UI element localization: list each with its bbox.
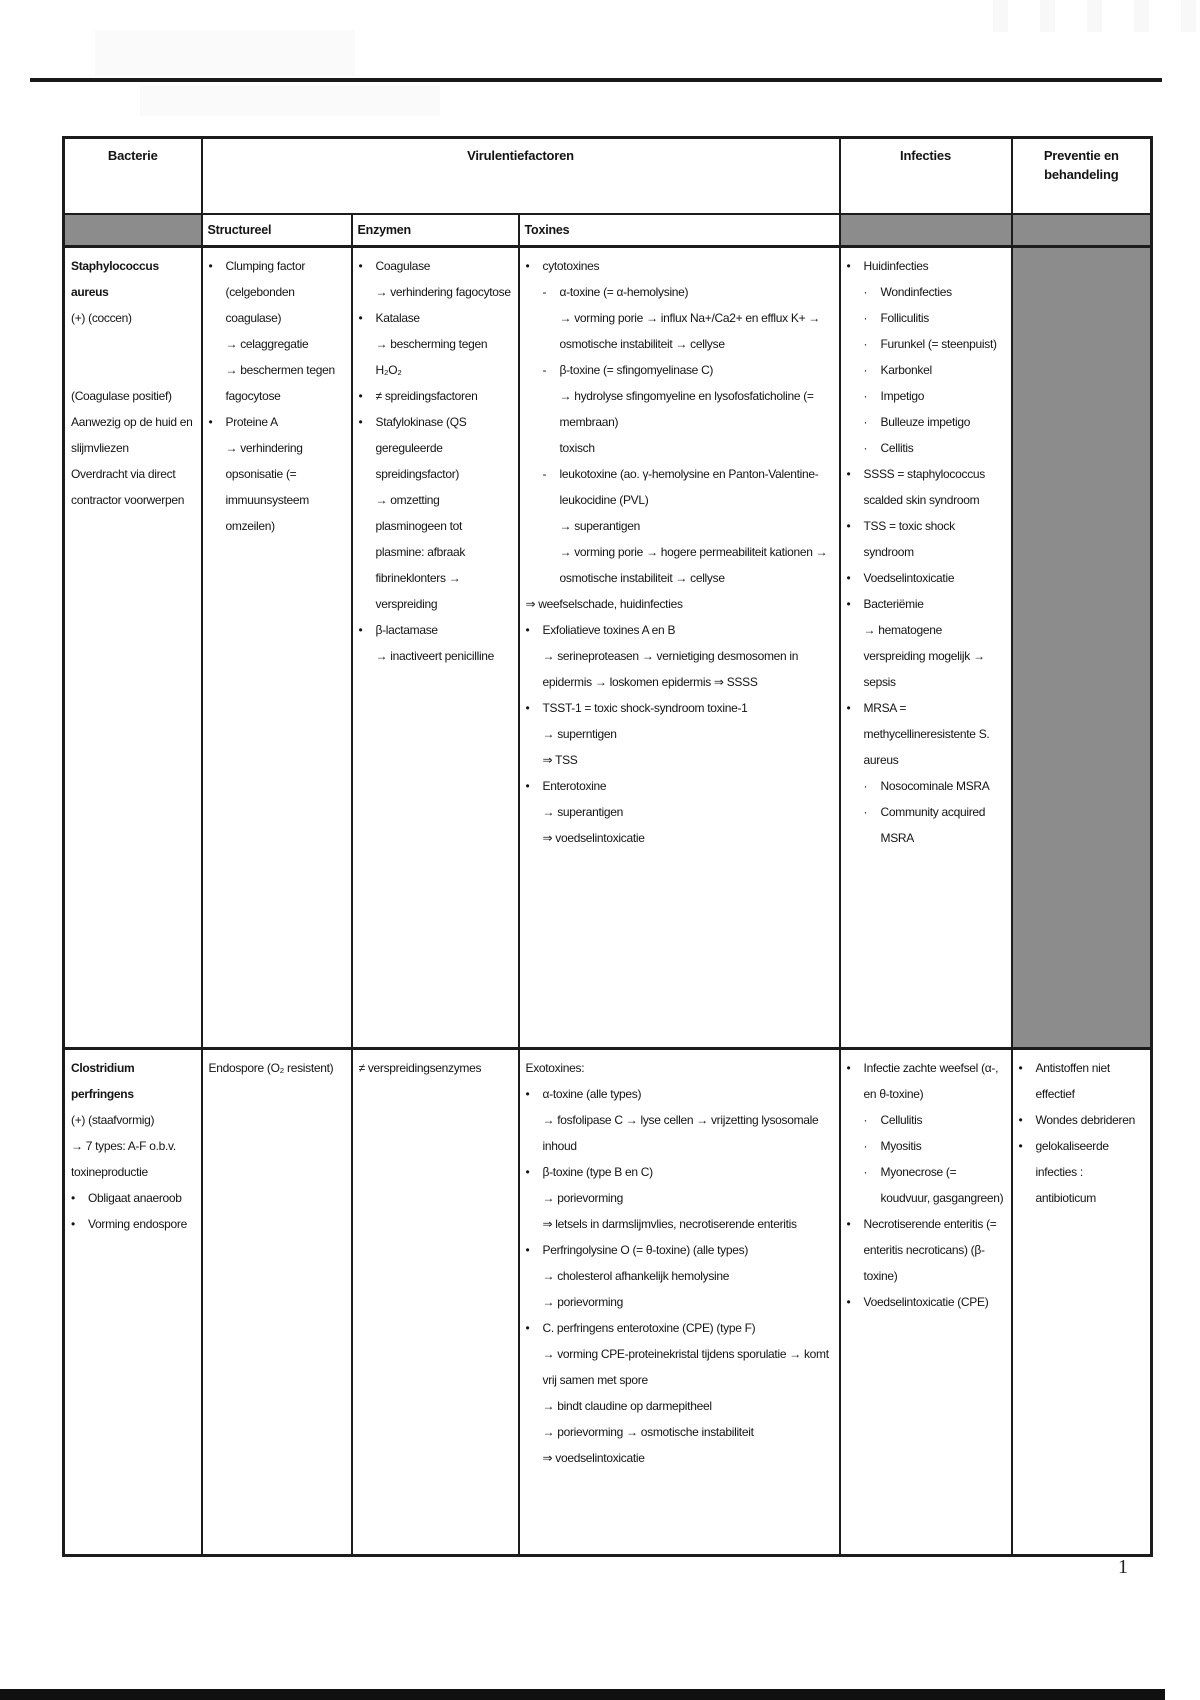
cell-line xyxy=(209,331,345,357)
watermark-block xyxy=(140,86,440,116)
cell-staph-preventie xyxy=(1012,247,1152,1049)
cell-line xyxy=(526,1263,833,1289)
dash-marker: · xyxy=(863,415,868,429)
cell-line xyxy=(526,1237,833,1263)
cell-line-text: β-toxine (= sfingomyelinase C) xyxy=(559,363,714,377)
cell-staph-infecties xyxy=(840,247,1012,1049)
cell-line xyxy=(71,1107,195,1133)
dash-marker: · xyxy=(863,337,868,351)
cell-line-text: C. perfringens enterotoxine (CPE) (type F) xyxy=(542,1321,756,1335)
cell-line xyxy=(526,1107,833,1159)
watermark-block xyxy=(993,0,1200,32)
cell-line xyxy=(359,617,512,643)
cell-line xyxy=(526,1185,833,1211)
cell-line xyxy=(526,279,833,305)
table-row-staphylococcus xyxy=(64,247,1152,1049)
cell-clostr-preventie xyxy=(1012,1049,1152,1556)
cell-line xyxy=(847,357,1005,383)
cell-line-text: ⇒ letsels in darmslijmvlies, necrotiserende enteritis xyxy=(542,1217,797,1231)
dash-marker: - xyxy=(542,285,547,299)
bullet-marker: • xyxy=(525,701,530,715)
bullet-marker: • xyxy=(358,415,363,429)
bullet-marker: • xyxy=(358,311,363,325)
cell-staph-structureel xyxy=(202,247,352,1049)
cell-line xyxy=(71,1185,195,1211)
cell-line-text: Endospore (O₂ resistent) xyxy=(208,1061,334,1075)
cell-line xyxy=(526,1211,833,1237)
watermark-block xyxy=(95,30,355,76)
cell-line xyxy=(359,1055,512,1081)
cell-line xyxy=(359,279,512,305)
cell-line xyxy=(526,305,833,357)
cell-line-text: Bacteriëmie xyxy=(863,597,924,611)
cell-line-text: → beschermen tegen fagocytose xyxy=(225,363,335,403)
cell-line xyxy=(847,1107,1005,1133)
subheader-enzymen: Enzymen xyxy=(352,214,519,247)
header-row xyxy=(64,138,1152,215)
cell-line-text: (Coagulase positief) xyxy=(71,389,172,403)
cell-line-text: Necrotiserende enteritis (= enteritis necroticans) (β-toxine) xyxy=(863,1217,997,1283)
cell-line-text: α-toxine (= α-hemolysine) xyxy=(559,285,689,299)
cell-line-text: ⇒ weefselschade, huidinfecties xyxy=(525,597,683,611)
cell-clostr-toxines xyxy=(519,1049,840,1556)
cell-line xyxy=(847,1289,1005,1315)
cell-line-text: → verhindering fagocytose xyxy=(375,285,511,299)
cell-line-text: → 7 types: A-F o.b.v. toxineproductie xyxy=(71,1139,176,1179)
cell-line xyxy=(359,331,512,383)
cell-line-text: Enterotoxine xyxy=(542,779,607,793)
cell-line-text: → vorming porie → influx Na+/Ca2+ en efflux K+ → osmotische instabiliteit → cellyse xyxy=(559,311,821,351)
bullet-marker: • xyxy=(846,259,851,273)
cell-line xyxy=(847,409,1005,435)
cell-staph-enzymen xyxy=(352,247,519,1049)
bullet-marker: • xyxy=(846,519,851,533)
cell-staph-toxines xyxy=(519,247,840,1049)
cell-line-text: α-toxine (alle types) xyxy=(542,1087,642,1101)
cell-line xyxy=(1019,1055,1145,1107)
cell-line-text: → vorming porie → hogere permeabiliteit kationen → osmotische instabiliteit → cellyse xyxy=(559,545,828,585)
cell-line xyxy=(526,773,833,799)
cell-line-text: → omzetting plasminogeen tot plasmine: afbraak fibrineklonters → verspreiding xyxy=(375,493,466,611)
cell-line xyxy=(526,1055,833,1081)
cell-line xyxy=(526,1159,833,1185)
cell-line xyxy=(359,383,512,409)
subheader-infecties-shaded xyxy=(840,214,1012,247)
cell-line-text: Bulleuze impetigo xyxy=(880,415,971,429)
cell-line-text: Myonecrose (= koudvuur, gasgangreen) xyxy=(880,1165,1004,1205)
cell-line xyxy=(847,565,1005,591)
cell-line xyxy=(71,331,195,357)
cell-line-text: (+) (coccen) xyxy=(71,311,132,325)
cell-line xyxy=(526,1393,833,1419)
dash-marker: · xyxy=(863,311,868,325)
cell-line xyxy=(847,1211,1005,1289)
cell-line xyxy=(209,253,345,331)
cell-line-text: Antistoffen niet effectief xyxy=(1035,1061,1110,1101)
cell-line-text: → celaggregatie xyxy=(225,337,309,351)
cell-line xyxy=(847,253,1005,279)
cell-line-text: Overdracht via direct contractor voorwerpen xyxy=(71,467,185,507)
cell-line-text: Exotoxines: xyxy=(525,1061,585,1075)
cell-line xyxy=(209,1055,345,1081)
cell-line-text: Staphylococcus aureus xyxy=(71,259,159,299)
cell-line-text: ≠ verspreidingsenzymes xyxy=(358,1061,482,1075)
subheader-preventie-shaded xyxy=(1012,214,1152,247)
bullet-marker: • xyxy=(525,623,530,637)
bullet-marker: • xyxy=(208,415,213,429)
cell-line xyxy=(71,1055,195,1107)
bullet-marker: • xyxy=(846,1217,851,1231)
bullet-marker: • xyxy=(525,259,530,273)
cell-line xyxy=(359,409,512,487)
cell-line-text: → superantigen xyxy=(559,519,641,533)
dash-marker: · xyxy=(863,363,868,377)
cell-line-text: TSST-1 = toxic shock-syndroom toxine-1 xyxy=(542,701,748,715)
cell-line xyxy=(526,513,833,539)
cell-line-text: → vorming CPE-proteinekristal tijdens sporulatie → komt vrij samen met spore xyxy=(542,1347,829,1387)
cell-line xyxy=(526,539,833,591)
cell-line-text: Nosocominale MSRA xyxy=(880,779,990,793)
bullet-marker: • xyxy=(846,467,851,481)
cell-line xyxy=(847,799,1005,851)
dash-marker: · xyxy=(863,805,868,819)
cell-line-text: → porievorming → osmotische instabiliteit xyxy=(542,1425,754,1439)
bullet-marker: • xyxy=(525,1321,530,1335)
bullet-marker: • xyxy=(846,571,851,585)
cell-line-text: SSSS = staphylococcus scalded skin syndroom xyxy=(863,467,985,507)
cell-line-text xyxy=(71,363,74,377)
header-infecties: Infecties xyxy=(840,138,1012,215)
cell-line-text: → bindt claudine op darmepitheel xyxy=(542,1399,712,1413)
bullet-marker: • xyxy=(1018,1139,1023,1153)
cell-line-text: Wondes debrideren xyxy=(1035,1113,1135,1127)
cell-line xyxy=(847,1055,1005,1107)
cell-line xyxy=(526,695,833,721)
bullet-marker: • xyxy=(525,779,530,793)
cell-line-text: toxisch xyxy=(559,441,595,455)
cell-line xyxy=(526,747,833,773)
cell-clostr-enzymen xyxy=(352,1049,519,1556)
cell-clostr-infecties xyxy=(840,1049,1012,1556)
cell-line-text: → serineproteasen → vernietiging desmosomen in epidermis → loskomen epidermis ⇒ SSSS xyxy=(542,649,799,689)
cell-line xyxy=(71,1133,195,1185)
bullet-marker: • xyxy=(846,1061,851,1075)
cell-line-text: Karbonkel xyxy=(880,363,932,377)
bullet-marker: • xyxy=(1018,1061,1023,1075)
cell-line-text: Voedselintoxicatie (CPE) xyxy=(863,1295,989,1309)
cell-line-text: Clostridium perfringens xyxy=(71,1061,135,1101)
cell-line xyxy=(526,617,833,643)
cell-line-text: Coagulase xyxy=(375,259,431,273)
bullet-marker: • xyxy=(846,597,851,611)
cell-line-text: Huidinfecties xyxy=(863,259,929,273)
cell-line-text: Voedselintoxicatie xyxy=(863,571,955,585)
cell-line xyxy=(526,1419,833,1445)
cell-line-text: β-toxine (type B en C) xyxy=(542,1165,653,1179)
cell-line-text: → bescherming tegen H₂O₂ xyxy=(375,337,488,377)
header-preventie: Preventie en behandeling xyxy=(1012,138,1152,215)
cell-line xyxy=(847,435,1005,461)
cell-line xyxy=(1019,1107,1145,1133)
cell-line xyxy=(526,1341,833,1393)
dash-marker: · xyxy=(863,1113,868,1127)
cell-line-text: → superntigen xyxy=(542,727,617,741)
cell-line-text: Infectie zachte weefsel (α-, en θ-toxine) xyxy=(863,1061,999,1101)
bullet-marker: • xyxy=(525,1087,530,1101)
cell-line xyxy=(526,721,833,747)
cell-line-text: gelokaliseerde infecties : antibioticum xyxy=(1035,1139,1109,1205)
cell-line-text: → porievorming xyxy=(542,1295,623,1309)
bullet-marker: • xyxy=(358,623,363,637)
cell-line-text: TSS = toxic shock syndroom xyxy=(863,519,955,559)
cell-line xyxy=(847,513,1005,565)
cell-line xyxy=(359,253,512,279)
cell-line-text xyxy=(71,337,74,351)
cell-line xyxy=(847,695,1005,773)
cell-line-text: Stafylokinase (QS gereguleerde spreidingsfactor) xyxy=(375,415,467,481)
dash-marker: - xyxy=(542,467,547,481)
cell-line-text: → hematogene verspreiding mogelijk → sepsis xyxy=(863,623,985,689)
dash-marker: · xyxy=(863,389,868,403)
cell-line xyxy=(71,357,195,383)
cell-line-text: ⇒ voedselintoxicatie xyxy=(542,831,645,845)
cell-line-text: → superantigen xyxy=(542,805,624,819)
cell-line xyxy=(71,461,195,513)
bottom-scan-bar xyxy=(0,1689,1165,1700)
cell-line-text: ⇒ TSS xyxy=(542,753,578,767)
cell-line xyxy=(526,357,833,383)
cell-line xyxy=(847,1133,1005,1159)
cell-line xyxy=(847,1159,1005,1211)
cell-line-text: Community acquired MSRA xyxy=(880,805,986,845)
cell-clostr-bacterie xyxy=(64,1049,202,1556)
cell-line xyxy=(526,435,833,461)
cell-line xyxy=(526,461,833,513)
cell-line-text: Obligaat anaeroob xyxy=(88,1191,182,1205)
header-bacterie: Bacterie xyxy=(64,138,202,215)
subheader-toxines: Toxines xyxy=(519,214,840,247)
cell-line-text: → verhindering opsonisatie (= immuunsysteem omzeilen) xyxy=(225,441,309,533)
cell-line-text: Myositis xyxy=(880,1139,922,1153)
page-number: 1 xyxy=(1118,1556,1128,1578)
cell-line xyxy=(526,591,833,617)
bullet-marker: • xyxy=(358,389,363,403)
cell-line-text: ⇒ voedselintoxicatie xyxy=(542,1451,645,1465)
cell-clostr-structureel xyxy=(202,1049,352,1556)
cell-line-text: → porievorming xyxy=(542,1191,623,1205)
bullet-marker: • xyxy=(358,259,363,273)
dash-marker: - xyxy=(542,363,547,377)
cell-line xyxy=(526,799,833,825)
bullet-marker: • xyxy=(71,1217,75,1231)
subheader-row xyxy=(64,214,1152,247)
bullet-marker: • xyxy=(525,1243,530,1257)
subheader-structureel: Structureel xyxy=(202,214,352,247)
cell-line xyxy=(359,643,512,669)
bullet-marker: • xyxy=(846,701,851,715)
cell-line xyxy=(71,253,195,305)
cell-line xyxy=(526,1445,833,1471)
bullet-marker: • xyxy=(525,1165,530,1179)
cell-line xyxy=(526,825,833,851)
cell-line xyxy=(847,617,1005,695)
bullet-marker: • xyxy=(846,1295,851,1309)
cell-line xyxy=(71,305,195,331)
cell-line xyxy=(1019,1133,1145,1211)
cell-line xyxy=(526,643,833,695)
cell-line-text: MRSA = methycellineresistente S. aureus xyxy=(863,701,990,767)
dash-marker: · xyxy=(863,1139,868,1153)
cell-line-text: Furunkel (= steenpuist) xyxy=(880,337,997,351)
cell-line xyxy=(209,435,345,539)
dash-marker: · xyxy=(863,441,868,455)
cell-line-text: ≠ spreidingsfactoren xyxy=(375,389,478,403)
cell-line-text: Folliculitis xyxy=(880,311,929,325)
table-row-clostridium xyxy=(64,1049,1152,1556)
cell-line-text: Perfringolysine O (= θ-toxine) (alle types) xyxy=(542,1243,749,1257)
cell-line xyxy=(359,487,512,617)
header-virulentiefactoren: Virulentiefactoren xyxy=(202,138,840,215)
cell-line xyxy=(526,1315,833,1341)
cell-line-text: β-lactamase xyxy=(375,623,438,637)
cell-line-text: Impetigo xyxy=(880,389,925,403)
cell-line xyxy=(847,773,1005,799)
cell-line-text: leukotoxine (ao. γ-hemolysine en Panton-Valentine-leukocidine (PVL) xyxy=(559,467,819,507)
bullet-marker: • xyxy=(1018,1113,1023,1127)
cell-staph-bacterie xyxy=(64,247,202,1049)
cell-line xyxy=(526,383,833,435)
cell-line xyxy=(847,383,1005,409)
cell-line xyxy=(847,461,1005,513)
cell-line xyxy=(526,1081,833,1107)
cell-line xyxy=(209,357,345,409)
bacteria-table xyxy=(62,136,1153,1557)
cell-line xyxy=(526,1289,833,1315)
cell-line-text: Cellitis xyxy=(880,441,914,455)
cell-line xyxy=(847,331,1005,357)
cell-line-text: → inactiveert penicilline xyxy=(375,649,495,663)
cell-line-text: Aanwezig op de huid en slijmvliezen xyxy=(71,415,193,455)
cell-line-text: (+) (staafvormig) xyxy=(71,1113,155,1127)
bullet-marker: • xyxy=(71,1191,75,1205)
cell-line xyxy=(359,305,512,331)
cell-line xyxy=(847,305,1005,331)
cell-line xyxy=(526,253,833,279)
subheader-bacterie-shaded xyxy=(64,214,202,247)
cell-line-text: Cellulitis xyxy=(880,1113,923,1127)
cell-line xyxy=(847,591,1005,617)
cell-line-text: Vorming endospore xyxy=(88,1217,187,1231)
cell-line-text: Proteine A xyxy=(225,415,278,429)
cell-line-text: → fosfolipase C → lyse cellen → vrijzetting lysosomale inhoud xyxy=(542,1113,819,1153)
cell-line xyxy=(71,409,195,461)
dash-marker: · xyxy=(863,779,868,793)
bullet-marker: • xyxy=(208,259,213,273)
cell-line-text: Katalase xyxy=(375,311,420,325)
dash-marker: · xyxy=(863,1165,868,1179)
cell-line-text: Clumping factor (celgebonden coagulase) xyxy=(225,259,306,325)
dash-marker: · xyxy=(863,285,868,299)
cell-line xyxy=(71,383,195,409)
cell-line-text: cytotoxines xyxy=(542,259,600,273)
cell-line xyxy=(847,279,1005,305)
cell-line-text: → cholesterol afhankelijk hemolysine xyxy=(542,1269,730,1283)
cell-line-text: → hydrolyse sfingomyeline en lysofosfaticholine (= membraan) xyxy=(559,389,814,429)
cell-line xyxy=(209,409,345,435)
cell-line-text: Exfoliatieve toxines A en B xyxy=(542,623,676,637)
cell-line xyxy=(71,1211,195,1237)
cell-line-text: Wondinfecties xyxy=(880,285,952,299)
top-rule xyxy=(30,78,1162,82)
